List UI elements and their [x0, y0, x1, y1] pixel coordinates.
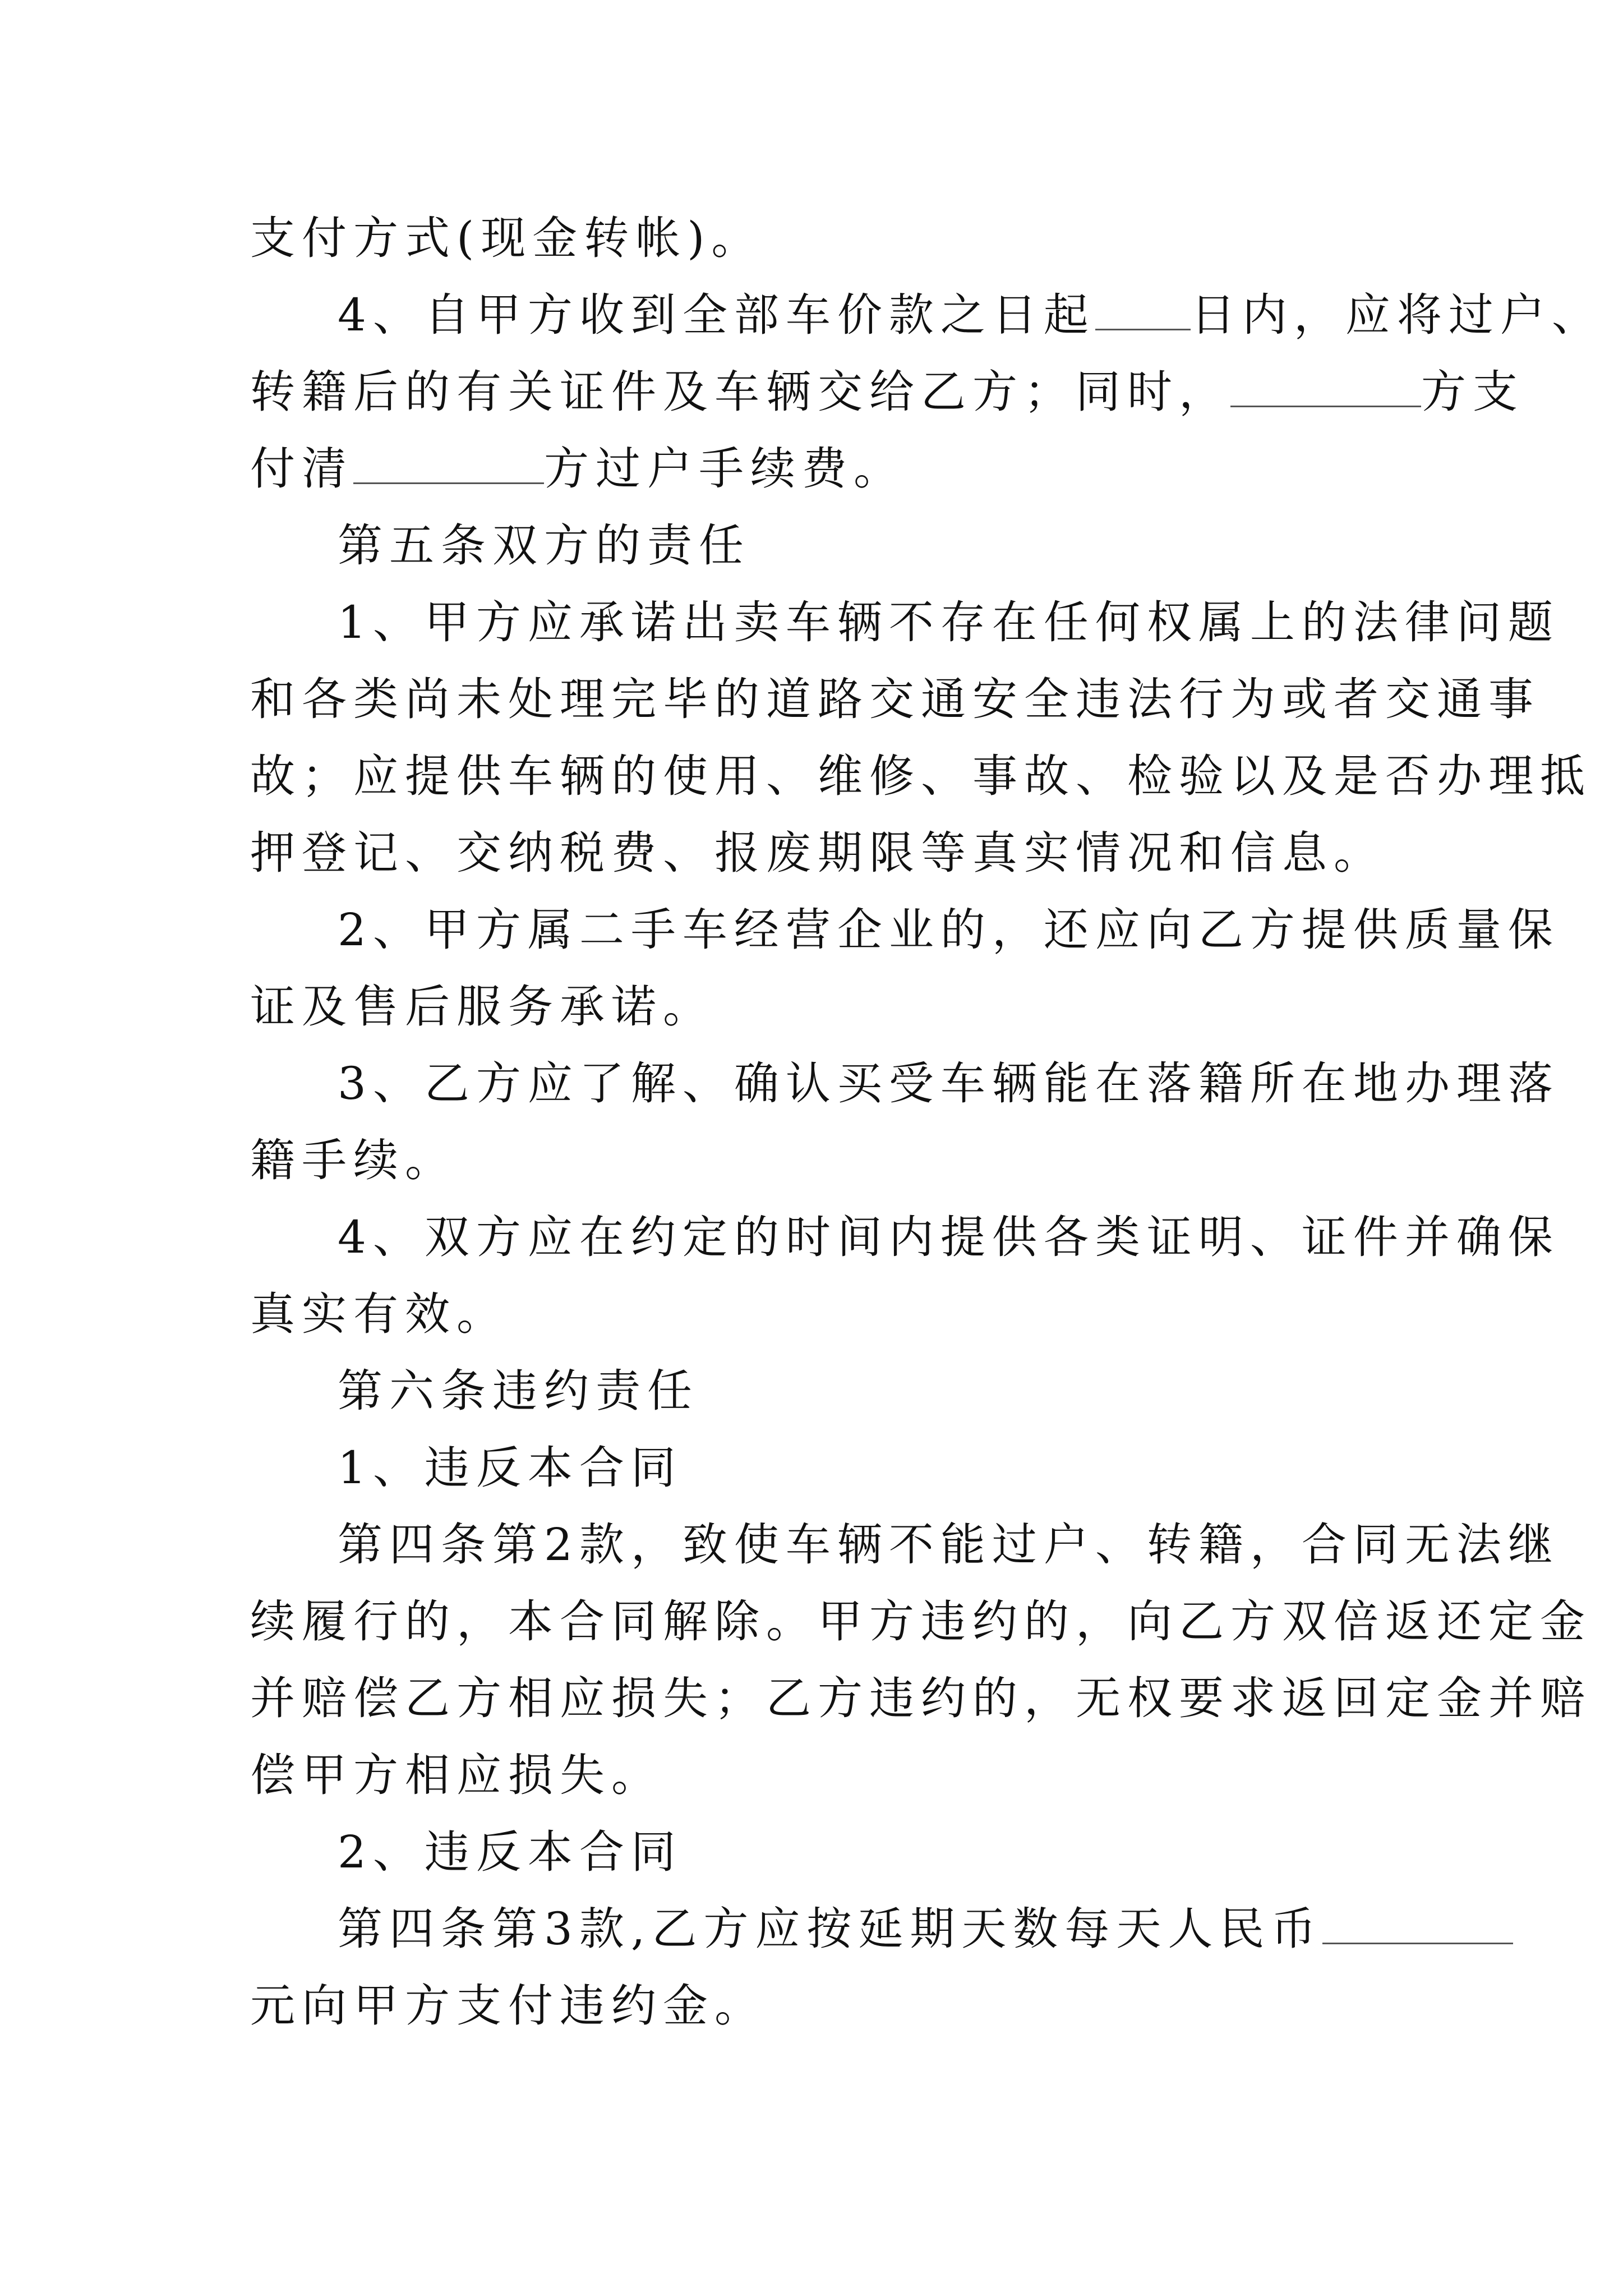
text-segment: 第六条违约责任: [338, 1365, 699, 1417]
text-line: [250, 364, 1524, 420]
text-line: [338, 1901, 1513, 1957]
text-line: [250, 1133, 457, 1189]
text-segment: 支付方式(现金转帐)。: [250, 212, 763, 264]
text-line: [338, 1440, 683, 1496]
text-line: [250, 748, 1592, 804]
text-line: [250, 1594, 1592, 1650]
text-segment: 和各类尚未处理完毕的道路交通安全违法行为或者交通事: [250, 673, 1540, 725]
text-line: [250, 210, 763, 266]
text-segment: 2、违反本合同: [338, 1826, 683, 1878]
text-segment: 方过户手续费。: [544, 443, 905, 495]
text-segment: 1、违反本合同: [338, 1442, 683, 1494]
text-segment: 故；应提供车辆的使用、维修、事故、检验以及是否办理抵: [250, 750, 1592, 802]
fill-in-blank[interactable]: [1095, 287, 1191, 330]
fill-in-blank[interactable]: [1322, 1901, 1513, 1944]
text-segment: 偿甲方相应损失。: [250, 1749, 663, 1801]
text-segment: 第四条第3款,乙方应按延期天数每天人民币: [338, 1903, 1323, 1955]
text-segment: 元向甲方支付违约金。: [250, 1980, 766, 2032]
text-segment: 4、自甲方收到全部车价款之日起: [338, 289, 1095, 341]
text-segment: 转籍后的有关证件及车辆交给乙方；同时，: [250, 366, 1230, 418]
fill-in-blank[interactable]: [1230, 364, 1421, 407]
text-line: [338, 595, 1560, 651]
text-segment: 第五条双方的责任: [338, 519, 750, 572]
text-segment: 2、甲方属二手车经营企业的，还应向乙方提供质量保: [338, 904, 1560, 956]
text-line: [250, 1747, 663, 1803]
text-line: [250, 1286, 508, 1342]
text-segment: 押登记、交纳税费、报废期限等真实情况和信息。: [250, 827, 1385, 879]
text-line: [250, 671, 1540, 728]
text-segment: 3、乙方应了解、确认买受车辆能在落籍所在地办理落: [338, 1057, 1560, 1110]
text-segment: 籍手续。: [250, 1134, 457, 1186]
text-line: [250, 441, 905, 497]
text-line: [338, 287, 1603, 343]
text-segment: 真实有效。: [250, 1288, 508, 1340]
text-line: [250, 825, 1385, 881]
text-segment: 日内，应将过户、: [1190, 289, 1603, 341]
text-segment: 并赔偿乙方相应损失；乙方违约的，无权要求返回定金并赔: [250, 1672, 1592, 1724]
text-segment: 证及售后服务承诺。: [250, 981, 714, 1033]
text-segment: 付清: [250, 443, 353, 495]
text-line: [338, 902, 1560, 958]
text-line: [338, 1056, 1560, 1112]
text-line: [250, 1978, 766, 2034]
section-heading: [338, 1363, 699, 1419]
text-line: [250, 979, 714, 1035]
text-segment: 方支: [1421, 366, 1524, 418]
text-line: [250, 1671, 1592, 1727]
fill-in-blank[interactable]: [353, 441, 544, 484]
text-segment: 4、双方应在约定的时间内提供各类证明、证件并确保: [338, 1211, 1560, 1263]
section-heading: [338, 518, 750, 574]
text-segment: 续履行的，本合同解除。甲方违约的，向乙方双倍返还定金: [250, 1595, 1592, 1648]
text-line: [338, 1517, 1560, 1573]
text-segment: 1、甲方应承诺出卖车辆不存在任何权属上的法律问题: [338, 596, 1560, 648]
text-line: [338, 1209, 1560, 1266]
text-line: [338, 1824, 683, 1880]
text-segment: 第四条第2款，致使车辆不能过户、转籍，合同无法继: [338, 1519, 1560, 1571]
